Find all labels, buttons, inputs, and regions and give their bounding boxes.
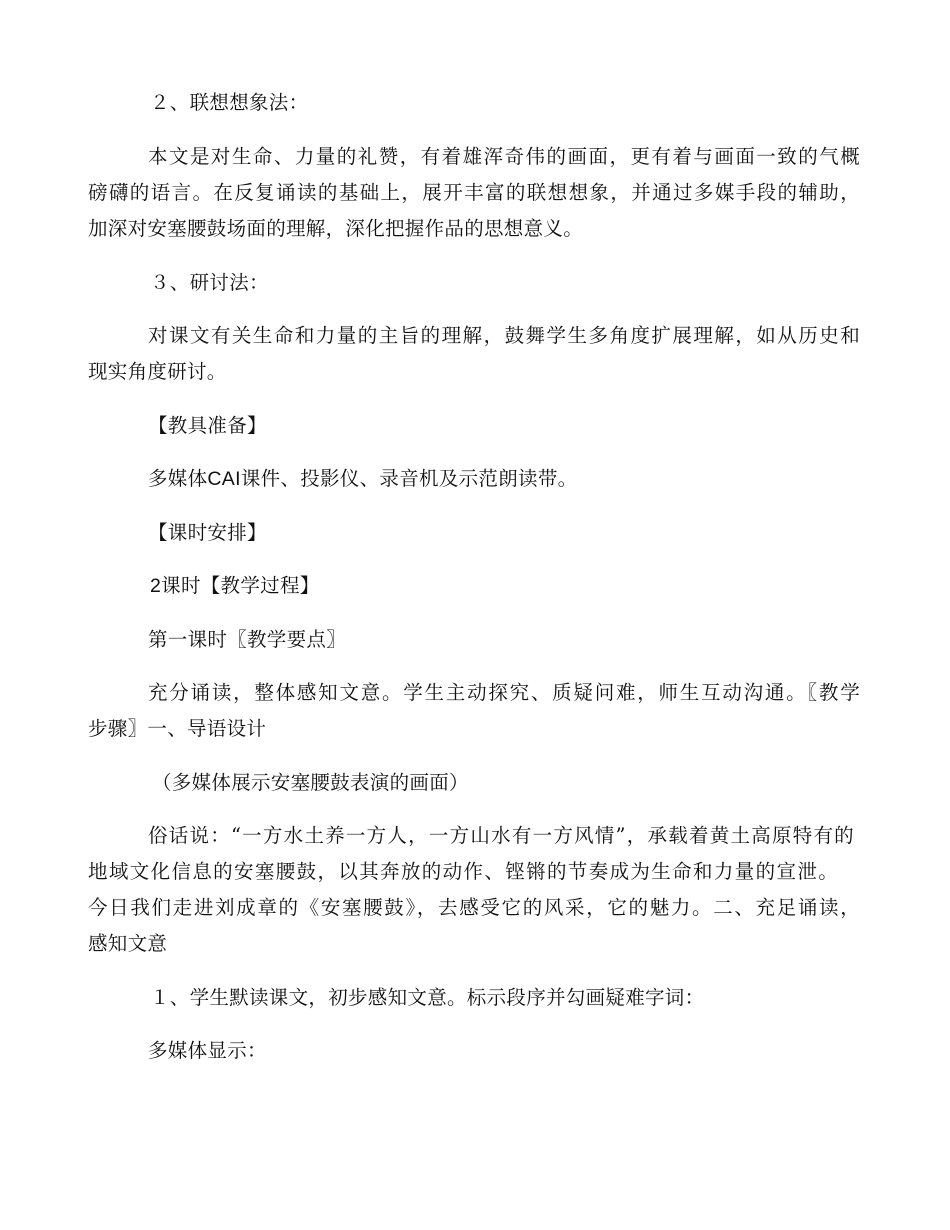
teaching-aids-line [148, 466, 928, 492]
lesson-count-line [150, 573, 930, 599]
text-segment: 课件、投影仪、录音机及示范朗读带。 [240, 467, 578, 490]
text-segment: 多媒体 [148, 467, 208, 490]
text-segment: 课时【教学过程】 [161, 574, 320, 597]
heading-association-method: ２、联想想象法： [150, 91, 309, 114]
paragraph-line: 磅礴的语言。在反复诵读的基础上，展开丰富的联想想象，并通过多媒手段的辅助， [88, 181, 860, 204]
paragraph-line: 俗话说：“一方水土养一方人，一方山水有一方风情”，承载着黄土高原特有的 [148, 824, 854, 847]
multimedia-display-label: 多媒体显示： [148, 1039, 267, 1062]
multimedia-note: （多媒体展示安塞腰鼓表演的画面） [152, 771, 469, 794]
heading-lesson-arrangement: 【课时安排】 [148, 521, 267, 544]
paragraph-line: 步骤〗一、导语设计 [88, 717, 267, 740]
paragraph-line: 对课文有关生命和力量的主旨的理解，鼓舞学生多角度扩展理解，如从历史和 [148, 324, 860, 347]
first-lesson-heading: 第一课时〖教学要点〗 [148, 628, 347, 651]
paragraph-line: 今日我们走进刘成章的《安塞腰鼓》，去感受它的风采，它的魅力。二、充足诵读， [88, 896, 860, 919]
paragraph-line: 加深对安塞腰鼓场面的理解，深化把握作品的思想意义。 [88, 217, 584, 240]
heading-discussion-method: ３、研讨法： [150, 271, 269, 294]
step-item: １、学生默读课文，初步感知文意。标示段序并勾画疑难字词： [150, 986, 705, 1009]
text-segment-number: 2 [150, 575, 162, 597]
paragraph-line: 地域文化信息的安塞腰鼓，以其奔放的动作、铿锵的节奏成为生命和力量的宣泄。 [88, 860, 838, 883]
text-segment-cai: CAI [207, 468, 241, 490]
paragraph-line: 本文是对生命、力量的礼赞，有着雄浑奇伟的画面，更有着与画面一致的气概 [148, 145, 860, 168]
paragraph-line: 充分诵读，整体感知文意。学生主动探究、质疑问难，师生互动沟通。〖教学 [148, 681, 860, 704]
paragraph-line: 感知文意 [88, 932, 168, 955]
paragraph-line: 现实角度研讨。 [88, 360, 227, 383]
heading-teaching-aids: 【教具准备】 [148, 414, 267, 437]
